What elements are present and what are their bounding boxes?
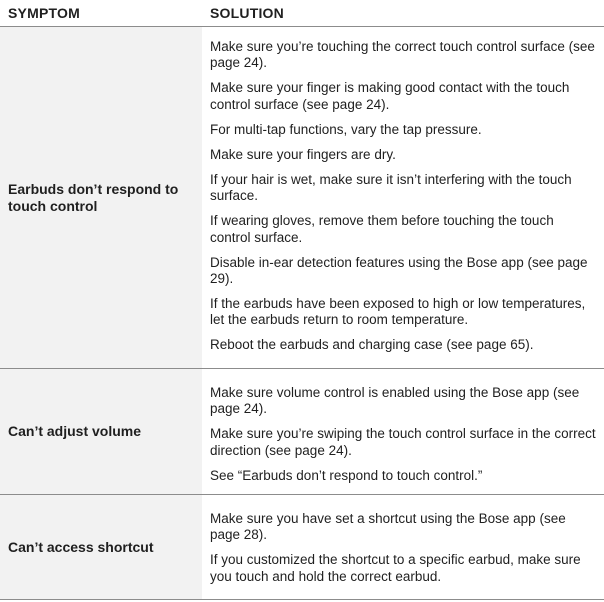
table-row	[0, 369, 604, 495]
solution-cell	[202, 495, 604, 599]
solution-item: If your hair is wet, make sure it isn’t interfering with the touch surface.	[210, 171, 572, 204]
solution-item: See “Earbuds don’t respond to touch control.”	[210, 467, 483, 483]
table-row	[0, 495, 604, 600]
solution-cell	[202, 27, 604, 368]
solution-item: If the earbuds have been exposed to high or low temperatures, let the earbuds return to room temperature.	[210, 296, 586, 328]
solution-item: Make sure you’re swiping the touch control surface in the correct direction (see page 24).	[210, 426, 596, 458]
solution-cell	[202, 369, 604, 494]
symptom-cell: Earbuds don’t respond to touch control	[0, 27, 202, 368]
solution-item: If wearing gloves, remove them before touching the touch control surface.	[210, 213, 554, 245]
solution-item: Make sure your fingers are dry.	[210, 146, 396, 162]
solution-item: Make sure you have set a shortcut using the Bose app (see page 28).	[210, 511, 566, 543]
table-header	[0, 0, 604, 27]
solution-item: If you customized the shortcut to a specific earbud, make sure you touch and hold the correct earbud.	[210, 552, 581, 584]
solution-item: Reboot the earbuds and charging case (see page 65).	[210, 337, 534, 353]
symptom-cell: Can’t access shortcut	[0, 495, 202, 599]
solution-column-header: SOLUTION	[210, 5, 284, 21]
table-row	[0, 27, 604, 369]
symptom-column-header: SYMPTOM	[8, 5, 80, 21]
symptom-cell: Can’t adjust volume	[0, 369, 202, 494]
solution-item: Disable in-ear detection features using the Bose app (see page 29).	[210, 254, 588, 287]
solution-item: Make sure you’re touching the correct touch control surface (see page 24).	[210, 39, 595, 71]
solution-item: Make sure your finger is making good contact with the touch control surface (see page 24).	[210, 80, 570, 112]
solution-item: For multi-tap functions, vary the tap pressure.	[210, 121, 482, 137]
solution-item: Make sure volume control is enabled using the Bose app (see page 24).	[210, 385, 580, 417]
